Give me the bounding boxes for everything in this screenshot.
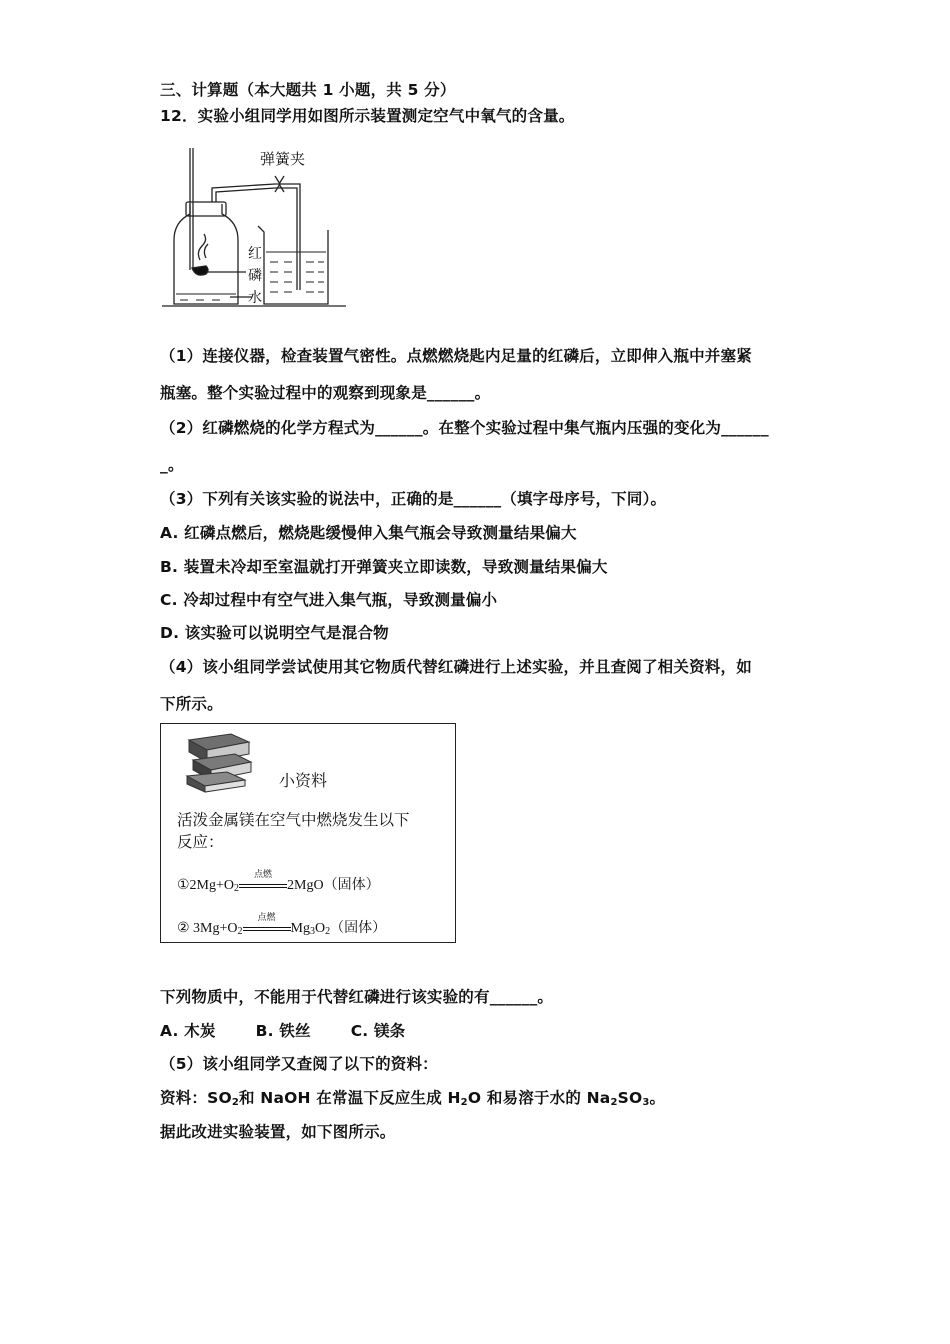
p5-text-e: 。 xyxy=(649,1089,666,1107)
eq2-product-mg: Mg xyxy=(290,921,310,936)
collecting-jar xyxy=(174,204,238,304)
beaker xyxy=(258,226,328,304)
p4b-option-a: A. 木炭 xyxy=(160,1022,216,1040)
eq1-condition xyxy=(239,869,287,894)
eq2-product-o: O xyxy=(314,921,326,936)
p3-option-a: A. 红磷点燃后，燃烧匙缓慢伸入集气瓶会导致测量结果偏大 xyxy=(160,524,577,542)
books-icon xyxy=(183,732,255,794)
beaker-water xyxy=(266,252,326,292)
phosphorus-label-1: 红 xyxy=(248,246,262,262)
p3-option-c: C. 冷却过程中有空气进入集气瓶，导致测量偏小 xyxy=(160,591,498,609)
eq2-reactants: ② 3Mg+O xyxy=(177,921,238,936)
p4b-question: 下列物质中，不能用于代替红磷进行该实验的有______。 xyxy=(160,988,554,1006)
eq2-condition xyxy=(243,912,291,937)
eq2-o-subscript: 2 xyxy=(325,926,331,937)
apparatus-diagram xyxy=(160,140,360,315)
p2-line1: （2）红磷燃烧的化学方程式为______。在整个实验过程中集气瓶内压强的变化为______ xyxy=(160,419,769,437)
eq2-mg-subscript: 3 xyxy=(309,926,315,937)
na2-subscript: 2 xyxy=(610,1097,618,1108)
p3-option-b: B. 装置未冷却至室温就打开弹簧夹立即读数，导致测量结果偏大 xyxy=(160,558,608,576)
p4b-option-c: C. 镁条 xyxy=(350,1022,406,1040)
eq1-condition-label: 点燃 xyxy=(254,869,273,880)
eq2-o2-subscript: 2 xyxy=(237,926,243,937)
equation-1 xyxy=(177,869,380,894)
info-text-line1: 活泼金属镁在空气中燃烧发生以下 xyxy=(177,811,410,829)
eq1-product: 2MgO（固体） xyxy=(287,878,380,893)
eq1-reactants: ①2Mg+O xyxy=(177,878,235,893)
p5-text-b: 和 NaOH 在常温下反应生成 H xyxy=(239,1089,461,1107)
p5-line1: （5）该小组同学又查阅了以下的资料： xyxy=(160,1055,438,1073)
info-box-title: 小资料 xyxy=(279,771,328,790)
p1-line1: （1）连接仪器，检查装置气密性。点燃燃烧匙内足量的红磷后，立即伸入瓶中并塞紧 xyxy=(160,347,752,365)
question-12 xyxy=(160,104,574,126)
p5-line3: 据此改进实验装置，如下图所示。 xyxy=(160,1123,396,1141)
stopper xyxy=(186,202,226,216)
p5-text-d: SO xyxy=(617,1089,643,1107)
eq1-o2-subscript: 2 xyxy=(234,883,240,894)
so3-subscript: 3 xyxy=(642,1097,650,1108)
info-box xyxy=(160,723,456,943)
eq2-product-state: （固体） xyxy=(330,921,387,936)
info-text-line2: 反应： xyxy=(177,833,224,851)
p5-line2 xyxy=(160,1086,665,1108)
phosphorus-label-2: 磷 xyxy=(248,268,262,284)
jar-water xyxy=(176,294,236,300)
equation-2 xyxy=(177,912,387,937)
question-number: 12． xyxy=(160,107,198,125)
p3-stem: （3）下列有关该实验的说法中，正确的是______（填字母序号，下同）。 xyxy=(160,490,667,508)
p3-option-d: D. 该实验可以说明空气是混合物 xyxy=(160,624,389,642)
p4-line1: （4）该小组同学尝试使用其它物质代替红磷进行上述实验，并且查阅了相关资料，如 xyxy=(160,658,752,676)
clip-label: 弹簧夹 xyxy=(260,150,306,168)
eq2-condition-label: 点燃 xyxy=(257,912,276,923)
p4b-options xyxy=(160,1019,445,1041)
question-text: 实验小组同学用如图所示装置测定空气中氧气的含量。 xyxy=(197,107,575,125)
water-label: 水 xyxy=(248,290,262,306)
p2-line2: _。 xyxy=(160,456,184,474)
h2o-subscript: 2 xyxy=(460,1097,468,1108)
p5-text-a: 资料：SO xyxy=(160,1089,232,1107)
p4b-option-b: B. 铁丝 xyxy=(255,1022,311,1040)
phosphorus xyxy=(192,266,208,275)
section-title: 三、计算题（本大题共 1 小题，共 5 分） xyxy=(160,81,456,99)
p5-text-c: O 和易溶于水的 Na xyxy=(467,1089,611,1107)
p1-line2: 瓶塞。整个实验过程中的观察到现象是______。 xyxy=(160,384,491,402)
smoke-2 xyxy=(204,244,208,258)
p4-line2: 下所示。 xyxy=(160,695,223,713)
so2-subscript: 2 xyxy=(231,1097,240,1108)
